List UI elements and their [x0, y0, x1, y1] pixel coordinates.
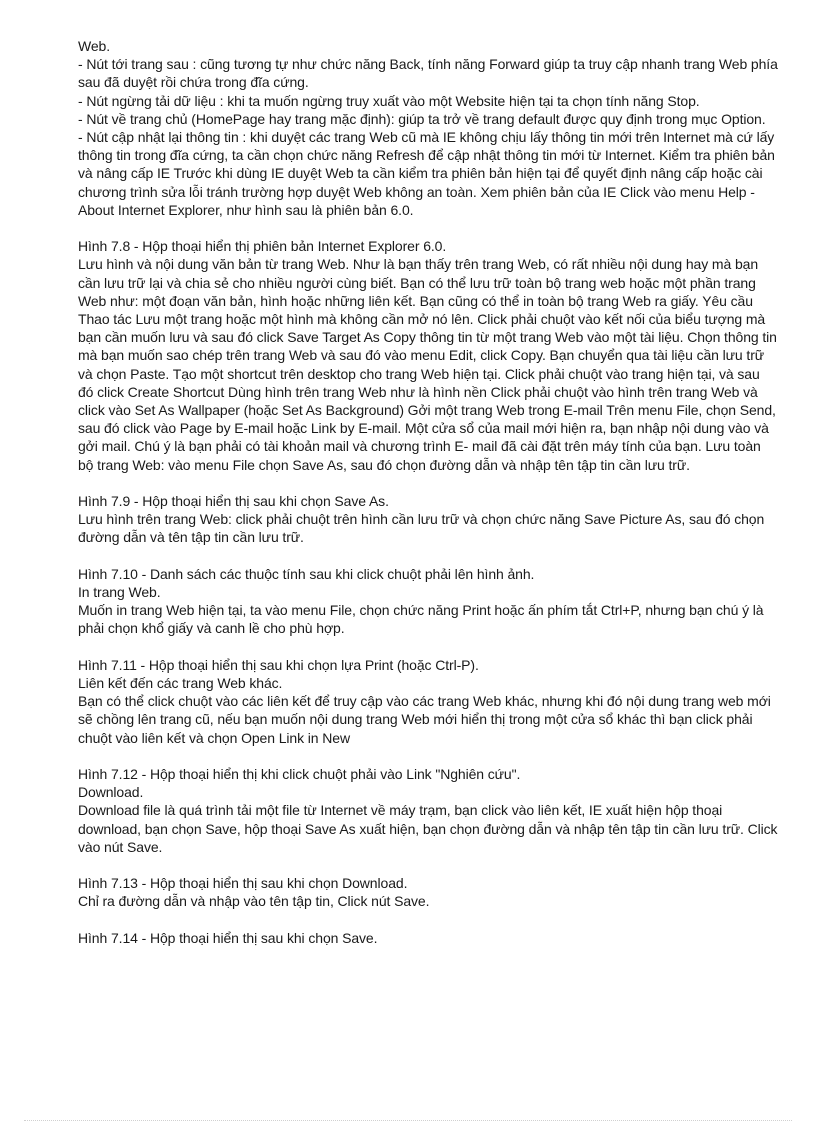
text-line: - Nút cập nhật lại thông tin : khi duyệt các trang Web cũ mà IE không chịu lấy thông tin mới trên Internet mà cứ lấy thông tin trong đĩa cứng, ta cần chọn chức năng Refresh để cập nhật thông tin mới từ Internet. Kiểm tra phiên bản và nâng cấp IE Trước khi dùng IE duyệt Web ta cần kiểm tra phiên bản hiện tại để quyết định nâng cấp hoặc cài chương trình sửa lỗi tránh trường hợp duyệt Web không an toàn. Xem phiên bản của IE Click vào menu Help - About Internet Explorer, như hình sau là phiên bản 6.0.	[78, 129, 775, 218]
paragraph-browser-buttons	[78, 37, 778, 219]
figure-caption: Hình 7.8 - Hộp thoại hiển thị phiên bản Internet Explorer 6.0.	[78, 238, 447, 255]
paragraph-figure-7-11	[78, 656, 778, 747]
text-line: - Nút về trang chủ (HomePage hay trang mặc định): giúp ta trở về trang default được quy định trong mục Option.	[78, 110, 766, 127]
text-line: Bạn có thể click chuột vào các liên kết để truy cập vào các trang Web khác, nhưng khi đó nội dung trang web mới sẽ chồng lên trang cũ, nếu bạn muốn nội dung trang Web mới hiển thị trong một cửa sổ khác thì bạn click phải chuột vào liên kết và chọn Open Link in New	[78, 693, 771, 746]
text-line: Muốn in trang Web hiện tại, ta vào menu File, chọn chức năng Print hoặc ấn phím tắt Ctrl+P, nhưng bạn chú ý là phải chọn khổ giấy và canh lề cho phù hợp.	[78, 602, 764, 637]
paragraph-figure-7-10	[78, 565, 778, 638]
section-heading: Download.	[78, 784, 144, 801]
section-heading: In trang Web.	[78, 584, 161, 601]
figure-caption: Hình 7.11 - Hộp thoại hiển thị sau khi chọn lựa Print (hoặc Ctrl-P).	[78, 656, 479, 673]
document-body	[78, 37, 778, 965]
text-line: Download file là quá trình tải một file từ Internet về máy trạm, bạn click vào liên kết, IE xuất hiện hộp thoại download, bạn chọn Save, hộp thoại Save As xuất hiện, bạn chọn đường dẫn và nhập tên tập tin cần lưu trữ. Click vào nút Save.	[78, 802, 778, 855]
text-line: Web.	[78, 38, 111, 54]
text-line: - Nút tới trang sau : cũng tương tự như chức năng Back, tính năng Forward giúp ta truy cập nhanh trang Web phía sau đã duyệt rồi chứa trong đĩa cứng.	[78, 56, 778, 91]
text-line: Chỉ ra đường dẫn và nhập vào tên tập tin, Click nút Save.	[78, 893, 430, 910]
figure-caption: Hình 7.10 - Danh sách các thuộc tính sau khi click chuột phải lên hình ảnh.	[78, 565, 535, 582]
figure-caption: Hình 7.14 - Hộp thoại hiển thị sau khi chọn Save.	[78, 929, 378, 946]
section-heading: Liên kết đến các trang Web khác.	[78, 675, 283, 692]
page-bottom-divider	[24, 1120, 792, 1121]
figure-caption: Hình 7.13 - Hộp thoại hiển thị sau khi chọn Download.	[78, 875, 408, 892]
paragraph-figure-7-14	[78, 929, 778, 947]
figure-caption: Hình 7.12 - Hộp thoại hiển thị khi click chuột phải vào Link "Nghiên cứu".	[78, 766, 521, 783]
paragraph-figure-7-8	[78, 237, 778, 474]
text-line: Lưu hình và nội dung văn bản từ trang Web. Như là bạn thấy trên trang Web, có rất nhiều nội dung hay mà bạn cần lưu trữ lại và chia sẻ cho nhiều người cùng biết. Bạn có thể lưu trữ toàn bộ trang web hoặc một phần trang Web như: một đoạn văn bản, hình hoặc những liên kết. Bạn cũng có thể in toàn bộ trang Web ra giấy. Yêu cầu Thao tác Lưu một trang hoặc một hình mà không cần mở nó lên. Click phải chuột vào kết nối của biểu tượng mà bạn cần muốn lưu và sau đó click Save Target As Copy thông tin từ một trang Web vào một tài liệu. Chọn thông tin mà bạn muốn sao chép trên trang Web và sau đó vào menu Edit, click Copy. Bạn chuyển qua tài liệu cần lưu trữ và chọn Paste. Tạo một shortcut trên desktop cho trang Web hiện tại. Click phải chuột vào trang hiện tại, và sau đó click Create Shortcut Dùng hình trên trang Web như là hình nền Click phải chuột vào hình trên trang Web và click vào Set As Wallpaper (hoặc Set As Background) Gởi một trang Web trong E-mail Trên menu File, chọn Send, sau đó click vào Page by E-mail hoặc Link by E-mail. Một cửa sổ của mail mới hiện ra, bạn nhập nội dung vào và gởi mail. Chú ý là bạn phải có tài khoản mail và chương trình E- mail đã cài đặt trên máy tính của bạn. Lưu toàn bộ trang Web: vào menu File chọn Save As, sau đó chọn đường dẫn và nhập tên tập tin cần lưu trữ.	[78, 256, 777, 473]
text-line: Lưu hình trên trang Web: click phải chuột trên hình cần lưu trữ và chọn chức năng Save Picture As, sau đó chọn đường dẫn và tên tập tin cần lưu trữ.	[78, 511, 765, 546]
text-line: - Nút ngừng tải dữ liệu : khi ta muốn ngừng truy xuất vào một Website hiện tại ta chọn tính năng Stop.	[78, 92, 700, 109]
paragraph-figure-7-12	[78, 765, 778, 856]
paragraph-figure-7-13	[78, 874, 778, 910]
figure-caption: Hình 7.9 - Hộp thoại hiển thị sau khi chọn Save As.	[78, 493, 389, 510]
paragraph-figure-7-9	[78, 492, 778, 547]
